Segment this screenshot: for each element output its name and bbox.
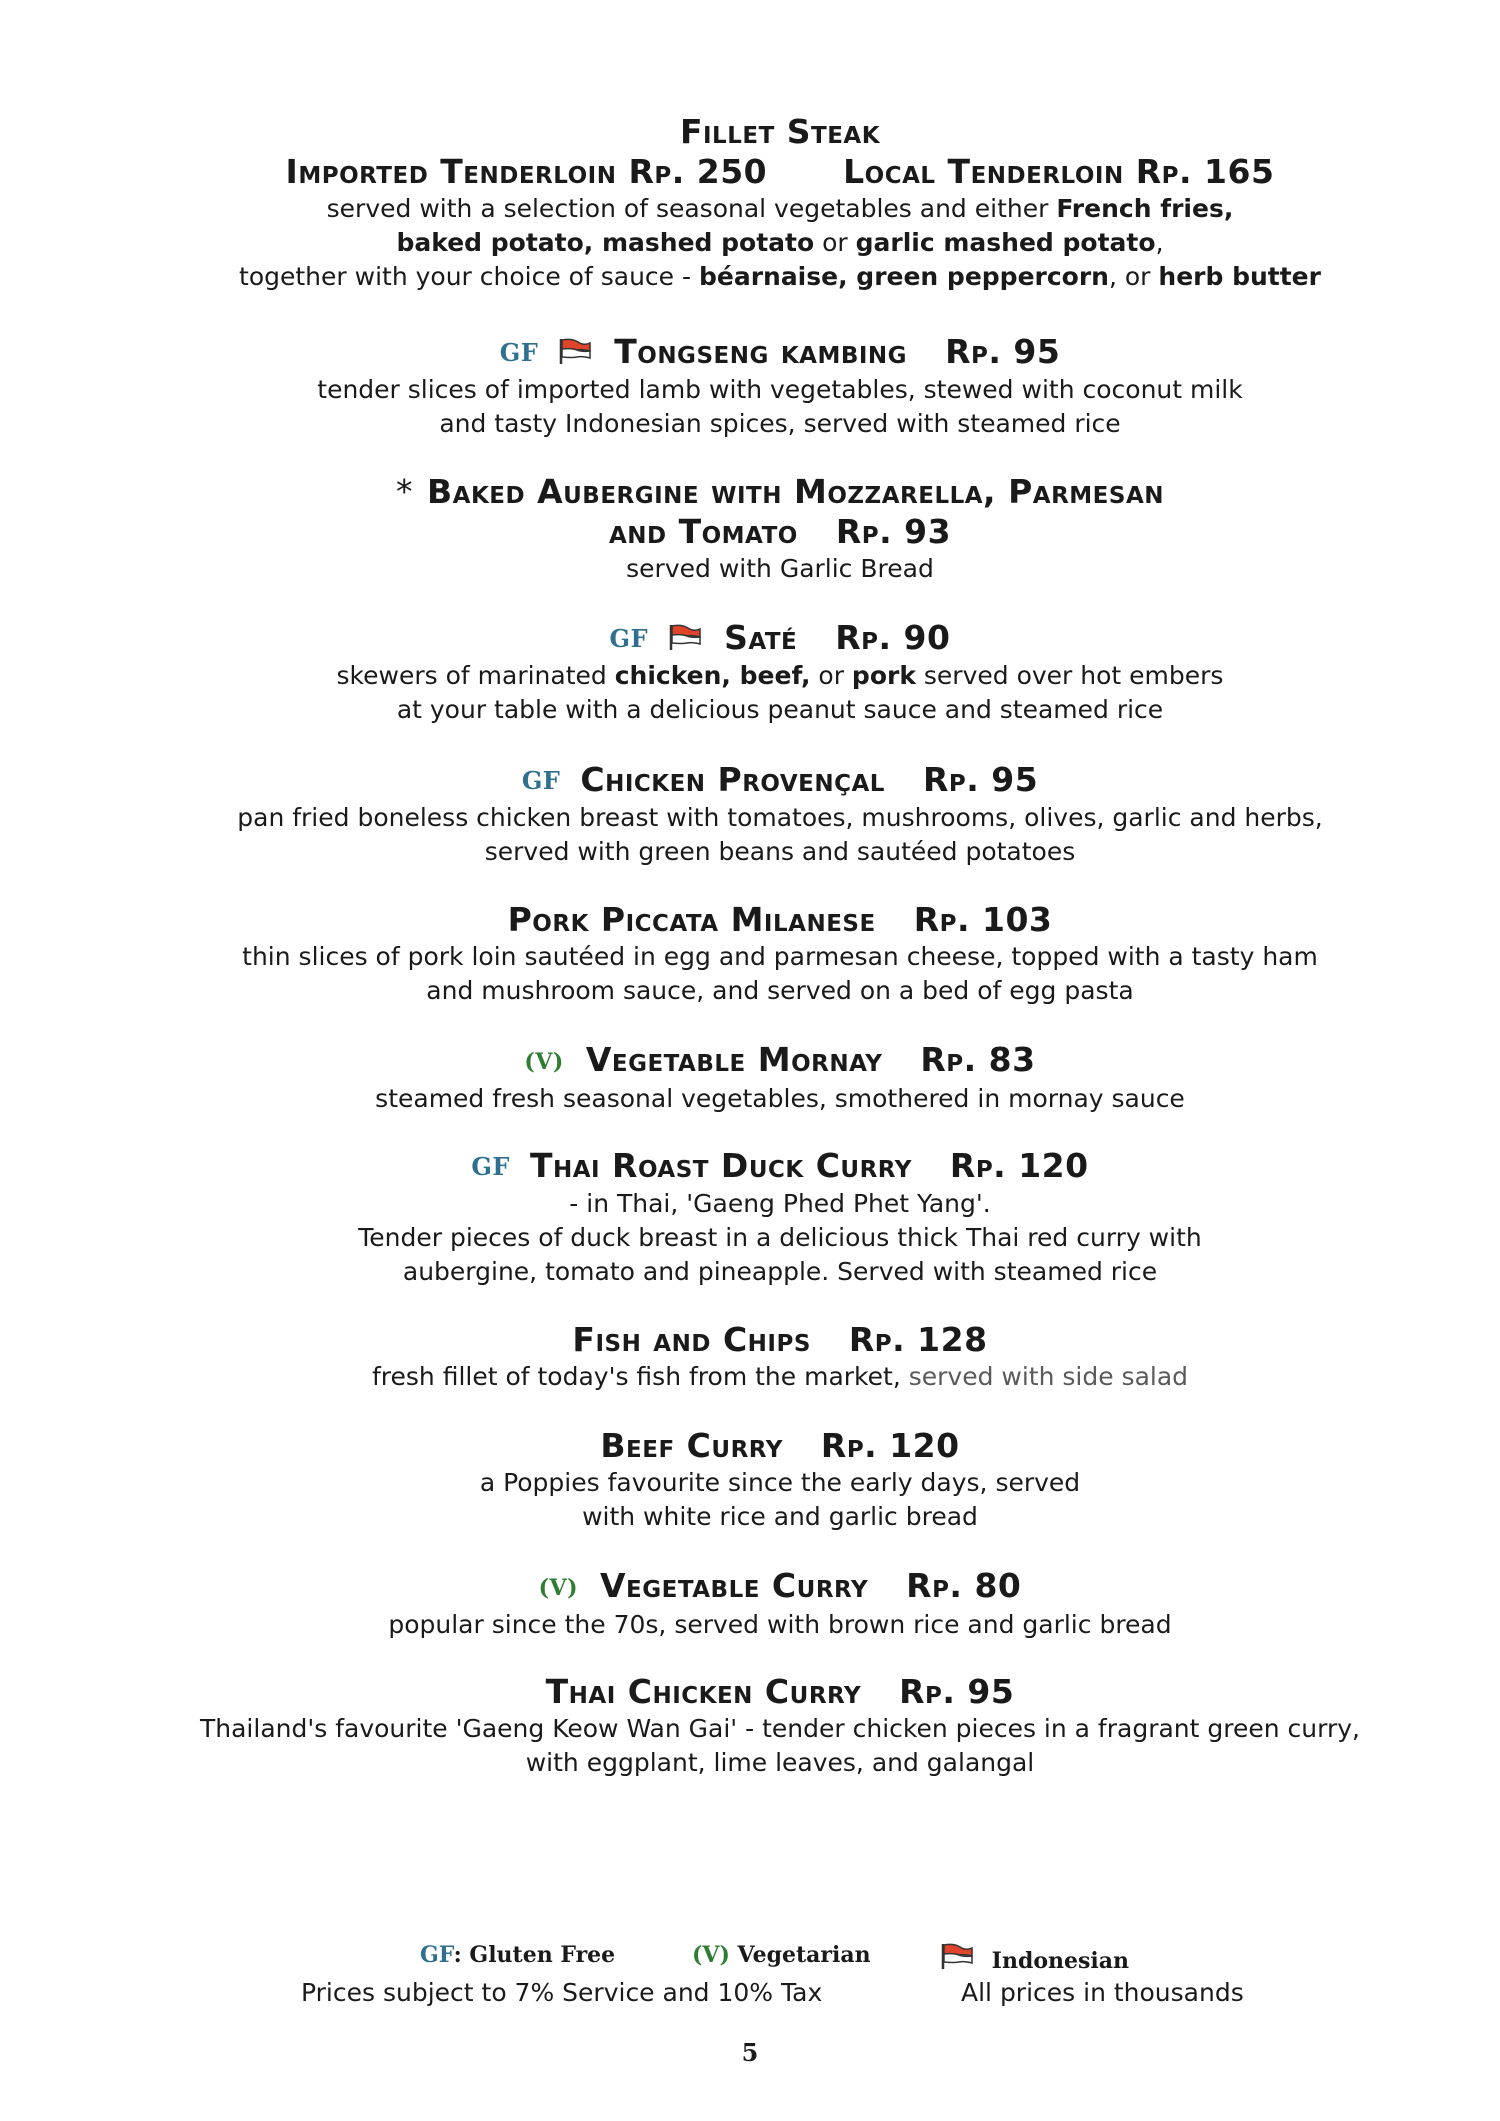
menu-item-beef-curry [100,1426,1460,1534]
item-price: Rp. 80 [906,1566,1022,1605]
item-description: aubergine, tomato and pineapple. Served with steamed rice [402,1257,1158,1286]
gluten-free-tag: GF [499,338,539,367]
item-description: skewers of marinated chicken, beef, or pork served over hot embers [336,661,1224,690]
item-description: a Poppies favourite since the early days, served [479,1468,1081,1497]
item-name: and Tomato [608,512,798,551]
item-description: and mushroom sauce, and served on a bed of egg pasta [426,976,1134,1005]
item-description: steamed fresh seasonal vegetables, smothered in mornay sauce [375,1084,1185,1113]
menu-item-fish-and-chips [100,1320,1460,1394]
item-description: thin slices of pork loin sautéed in egg and parmesan cheese, topped with a tasty ham [242,942,1318,971]
legend-vegetarian: (V) Vegetarian [692,1942,871,1968]
item-name: Beef Curry [600,1426,783,1465]
menu-item-tongseng [100,332,1460,441]
item-description: served with Garlic Bread [626,554,934,583]
item-description: served with green beans and sautéed potatoes [484,837,1076,866]
item-price: Rp. 95 [899,1672,1015,1711]
item-price: Rp. 120 [820,1426,960,1465]
vegetarian-tag: (V) [538,1575,578,1601]
item-price: Rp. 95 [945,332,1061,371]
indonesian-flag-icon [558,337,592,365]
menu-item-pork-piccata [100,900,1460,1008]
item-price: Rp. 103 [913,900,1053,939]
item-description: - in Thai, 'Gaeng Phed Phet Yang'. [569,1189,991,1218]
menu-item-sate [100,618,1460,727]
item-description: baked potato, mashed potato or garlic mashed potato, [396,228,1164,257]
item-name: Thai Chicken Curry [545,1672,862,1711]
indonesian-flag-icon [668,623,702,651]
item-description: popular since the 70s, served with brown rice and garlic bread [388,1610,1172,1639]
item-description: at your table with a delicious peanut sauce and steamed rice [396,695,1164,724]
item-name: Chicken Provençal [580,760,885,799]
vegetarian-tag: (V) [524,1049,564,1075]
item-name: Baked Aubergine with Mozzarella, Parmesan [427,472,1164,511]
item-price: Rp. 83 [920,1040,1036,1079]
item-name: Saté [724,618,798,657]
item-description: together with your choice of sauce - béarnaise, green peppercorn, or herb butter [239,262,1321,291]
indonesian-flag-icon [940,1942,974,1970]
item-title: Fillet Steak [679,112,881,151]
tenderloin-prices: Imported Tenderloin Rp. 250 Local Tenderloin Rp. 165 [285,152,1275,191]
menu-item-vegetable-curry [100,1566,1460,1642]
page-number: 5 [741,2038,759,2067]
gluten-free-tag: GF [471,1152,510,1181]
gluten-free-tag: GF [609,624,649,653]
item-price: Rp. 120 [949,1146,1089,1185]
item-description: fresh fillet of today's fish from the market, served with side salad [371,1362,1189,1391]
item-price: Rp. 93 [835,512,952,551]
menu-item-baked-aubergine [100,472,1460,586]
item-name: Tongseng kambing [614,332,908,371]
menu-item-thai-roast-duck-curry [100,1146,1460,1289]
item-name: Thai Roast Duck Curry [529,1146,912,1185]
item-description: pan fried boneless chicken breast with tomatoes, mushrooms, olives, garlic and herbs, [237,803,1323,832]
item-description: with eggplant, lime leaves, and galangal [525,1748,1035,1777]
item-name: Vegetable Curry [600,1566,869,1605]
legend-gluten-free: GF: Gluten Free [420,1942,616,1968]
service-tax-note: Prices subject to 7% Service and 10% Tax [301,1978,823,2007]
menu-item-thai-chicken-curry [100,1672,1460,1780]
item-name: Vegetable Mornay [585,1040,883,1079]
thousands-note: All prices in thousands [961,1978,1244,2007]
star-marker: * [396,472,413,511]
item-price: Rp. 128 [848,1320,988,1359]
item-description: with white rice and garlic bread [582,1502,978,1531]
menu-item-fillet-steak [100,112,1460,294]
item-price: Rp. 90 [835,618,951,657]
gluten-free-tag: GF [521,766,561,795]
item-description: tender slices of imported lamb with vegetables, stewed with coconut milk [317,375,1243,404]
legend-indonesian: Indonesian [940,1942,1129,1974]
item-description: served with a selection of seasonal vegetables and either French fries, [326,194,1234,223]
menu-item-vegetable-mornay [100,1040,1460,1116]
item-price: Rp. 95 [922,760,1039,799]
item-description: Thailand's favourite 'Gaeng Keow Wan Gai' - tender chicken pieces in a fragrant green curry, [200,1714,1360,1743]
menu-item-chicken-provencal [100,760,1460,869]
item-description: and tasty Indonesian spices, served with steamed rice [439,409,1121,438]
item-name: Pork Piccata Milanese [507,900,876,939]
item-description: Tender pieces of duck breast in a delicious thick Thai red curry with [358,1223,1202,1252]
item-name: Fish and Chips [572,1320,811,1359]
